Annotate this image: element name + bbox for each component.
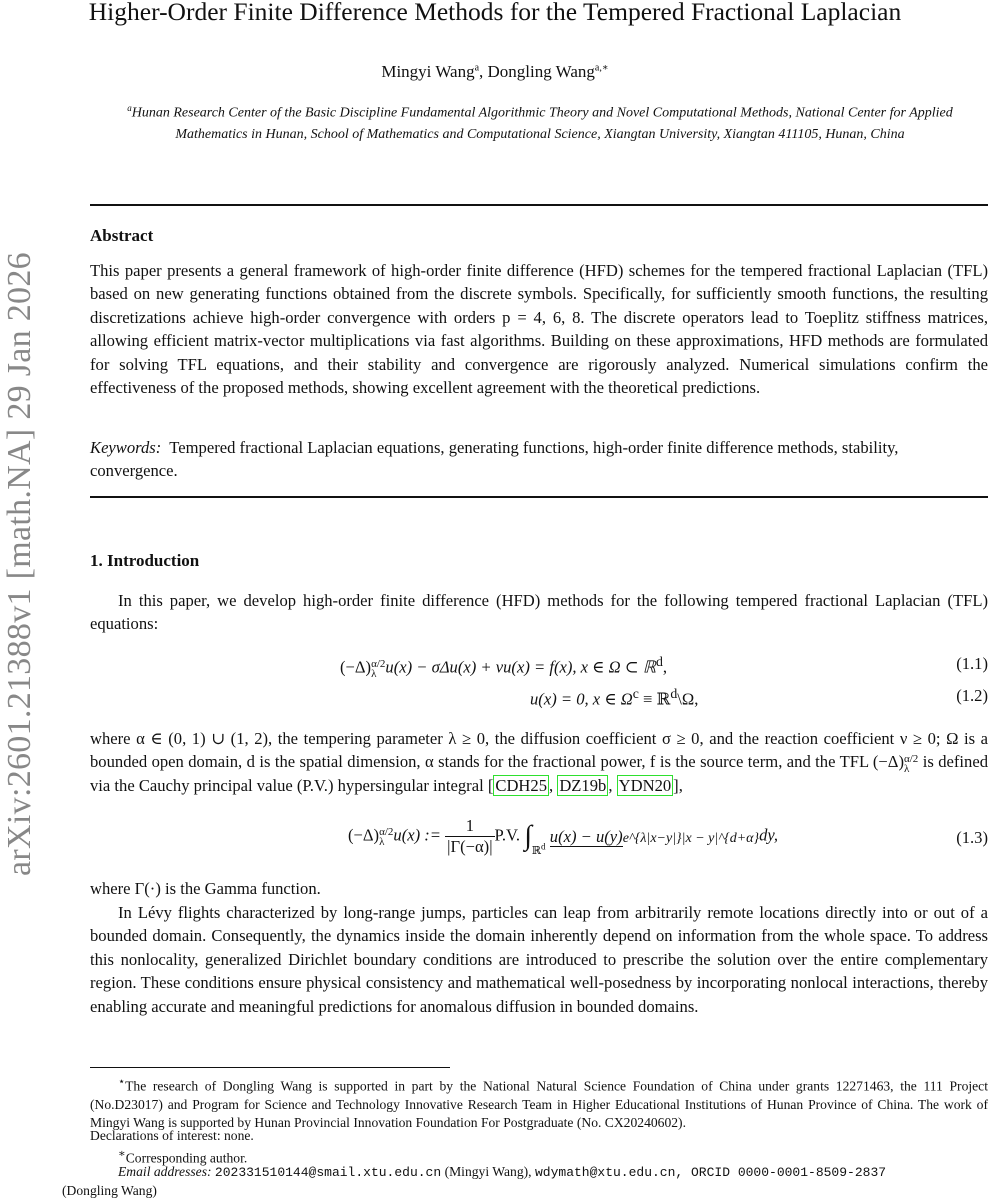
inline-sub: λ xyxy=(903,762,910,775)
paragraph: where α ∈ (0, 1) ∪ (1, 2), the tempering parameter λ ≥ 0, the diffusion coefficient σ ≥ 0, and the reaction coefficient ν ≥ 0; Ω is a bounded open domain, d is the spatial dimension, α stands for the fractional power, f is the source term, and the TFL (−Δ) α/2 λ is defined via the Cauchy principal value (P.V.) hypersingular integral [ CDH25 , DZ19b , YDN20 ], xyxy=(90,729,988,795)
abstract-heading: Abstract xyxy=(90,226,154,245)
eq-operator: (−Δ) xyxy=(348,825,380,845)
affiliation-mark: a xyxy=(127,103,132,113)
eq-body: u(x) − σΔu(x) + νu(x) = f(x), x ∈ Ω ⊂ ℝ xyxy=(385,657,656,677)
email-link[interactable]: 202331510144@smail.xtu.edu.cn xyxy=(214,1165,442,1180)
equation-1-1 xyxy=(90,654,988,682)
author-mark: a,∗ xyxy=(594,62,609,74)
affiliation-text: Hunan Research Center of the Basic Discipline Fundamental Algorithmic Theory and Novel Computational Methods, National Center for Applied Mathematics in Hunan, School of Mathematics and Computational Science, Xiangtan University, Xiangtan 411105, Hunan, China xyxy=(131,105,953,142)
footnote-declarations: Declarations of interest: none. xyxy=(90,1128,254,1143)
footnote-mark: ⋆ xyxy=(118,1076,126,1088)
abstract-text: This paper presents a general framework of high-order finite difference (HFD) schemes for the tempered fractional Laplacian (TFL) based on new generating functions obtained from the discrete symbols. Specifically, for sufficiently smooth functions, the resulting discretizations achieve high-order convergence with orders p = 4, 6, 8. The discrete operators lead to Toeplitz stiffness matrices, allowing efficient matrix-vector multiplications via fast algorithms. Building on these approximations, HFD methods are formulated for solving TFL equations, and their stability and convergence are rigorously analyzed. Numerical simulations confirm the effectiveness of the proposed methods, showing excellent agreement with the theoretical predictions. xyxy=(90,261,988,398)
denominator: e^{λ|x−y|}|x − y|^{d+α} xyxy=(622,830,760,846)
eq-mid: ≡ ℝ xyxy=(638,689,671,709)
citation-link[interactable]: CDH25 xyxy=(495,775,548,795)
footnote-text: Corresponding author. xyxy=(125,1150,248,1166)
author-name: Mingyi Wang xyxy=(381,62,475,81)
eq-sup: d xyxy=(655,654,663,669)
email-link[interactable]: wdymath@xtu.edu.cn, ORCID 0000-0001-8509-2837 xyxy=(534,1165,887,1180)
domain: ℝ xyxy=(531,845,542,858)
author-name: Dongling Wang xyxy=(487,62,595,81)
citation-link[interactable]: YDN20 xyxy=(618,775,672,795)
email-owner: (Mingyi Wang), xyxy=(441,1164,535,1179)
fraction xyxy=(550,827,759,847)
eq-sup: α/2 xyxy=(379,825,394,838)
footnote-text: The research of Dongling Wang is supported in part by the National Natural Science Foundation of China under grants 12271463, the 111 Project (No.D23017) and Program for Science and Technology Innovative Research Team in Higher Educational Institutions of Hunan Province of China. The work of Mingyi Wang is supported by Hunan Provincial Innovation Foundation For Postgraduate (No. CX20240602). xyxy=(90,1078,988,1130)
eq-sup: α/2 xyxy=(371,657,386,670)
email-owner: (Dongling Wang) xyxy=(62,1183,157,1198)
paragraph-text: where α ∈ (0, 1) ∪ (1, 2), the tempering parameter λ ≥ 0, the diffusion coefficient σ ≥ 0, and the reaction coefficient ν ≥ 0; Ω is a bounded open domain, d is the spatial dimension, α stands for the fractional power, f is the source term, and the TFL (−Δ) xyxy=(90,729,988,772)
pv: P.V. xyxy=(494,825,521,845)
keywords-label: Keywords: xyxy=(90,438,162,457)
equation-number: (1.1) xyxy=(956,654,988,673)
equation-number: (1.3) xyxy=(956,828,988,847)
eq-sup: d xyxy=(670,686,678,701)
integral-domain xyxy=(531,841,546,858)
footnote-rule xyxy=(90,1067,450,1068)
fraction xyxy=(445,816,494,857)
arxiv-stamp: arXiv:2601.21388v1 [math.NA] 29 Jan 2026 xyxy=(1,252,38,876)
paragraph: In this paper, we develop high-order finite difference (HFD) methods for the following tempered fractional Laplacian (TFL) equations: xyxy=(90,591,988,634)
inline-sup: α/2 xyxy=(903,752,919,765)
divider xyxy=(90,204,988,206)
eq-sub: λ xyxy=(371,667,377,680)
footnote-mark: ∗ xyxy=(118,1148,126,1160)
section-heading: 1. Introduction xyxy=(90,551,200,570)
footnote-funding xyxy=(90,1073,988,1132)
eq-body: u(x) := xyxy=(393,825,442,845)
eq-sub: λ xyxy=(379,835,385,848)
paragraph: In Lévy flights characterized by long-range jumps, particles can leap from arbitrarily remote locations directly into or out of a bounded domain. Consequently, the dynamics inside the domain inherently depend on information from the whole space. To address this nonlocality, generalized Dirichlet boundary conditions are introduced to prescribe the solution over the entire complementary region. These conditions ensure physical consistency and mathematical well-posedness by incorporating nonlocal interactions, thereby enabling accurate and meaningful predictions for anomalous diffusion in bounded domains. xyxy=(90,903,988,1016)
paper-title: Higher-Order Finite Difference Methods for the Tempered Fractional Laplacian xyxy=(88,0,902,26)
affiliation xyxy=(100,98,980,145)
eq-sup: c xyxy=(632,686,639,701)
integral-sign: ∫ xyxy=(524,820,532,852)
denominator: |Γ(−α)| xyxy=(447,837,493,856)
authors: Mingyi Wang$^a$, Dongling Wang$^{a,∗}$ xyxy=(381,62,609,81)
eq-operator: (−Δ) xyxy=(340,657,372,677)
paragraph-text: is defined via the Cauchy principal value (P.V.) hypersingular integral [ xyxy=(90,752,988,795)
keywords xyxy=(90,436,988,483)
paragraph-text: ], xyxy=(673,775,683,795)
citation-link[interactable]: DZ19b xyxy=(559,775,607,795)
footnote-emails xyxy=(62,1163,988,1200)
paragraph: where Γ(·) is the Gamma function. xyxy=(90,879,321,898)
numerator: u(x) − u(y) xyxy=(549,826,623,846)
eq-tail: dy, xyxy=(759,825,779,845)
domain-sup: d xyxy=(541,841,546,852)
eq-tail: \Ω, xyxy=(677,689,699,709)
keywords-text: Tempered fractional Laplacian equations, generating functions, high-order finite difference methods, stability, convergence. xyxy=(90,438,899,481)
author-mark: a xyxy=(474,62,480,74)
equation-1-2 xyxy=(90,686,988,714)
equation-1-3 xyxy=(90,812,988,870)
eq-tail: , xyxy=(662,657,668,677)
eq-body: u(x) = 0, x ∈ Ω xyxy=(530,689,633,709)
email-label: Email addresses: xyxy=(118,1164,212,1179)
divider xyxy=(90,496,988,498)
equation-number: (1.2) xyxy=(956,686,988,705)
numerator: 1 xyxy=(445,816,494,837)
